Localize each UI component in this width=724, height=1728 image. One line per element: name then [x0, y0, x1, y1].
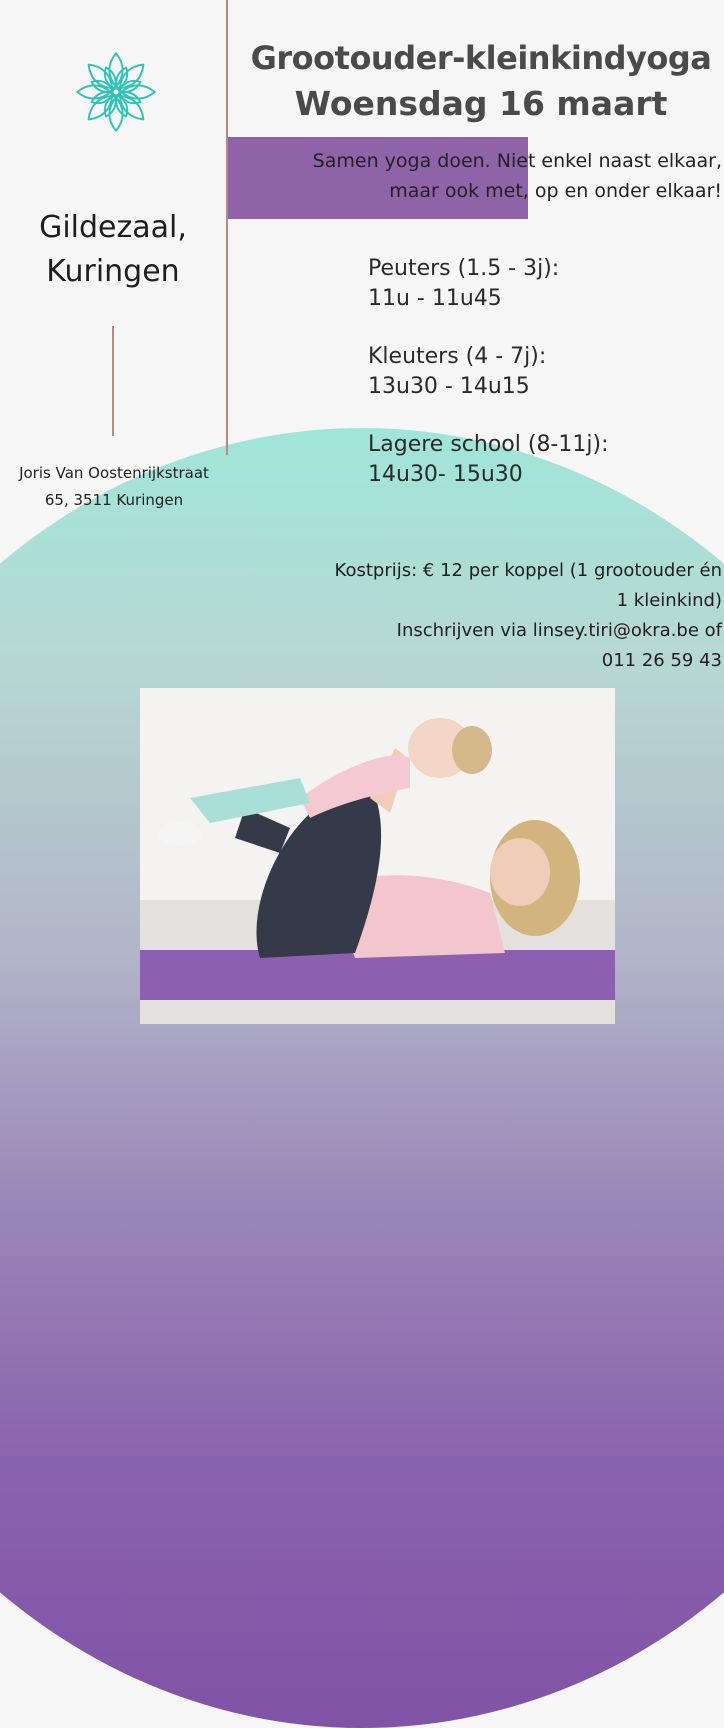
address-street: Joris Van Oostenrijkstraat	[19, 464, 209, 482]
intro-line-1: Samen yoga doen. Niet enkel naast elkaar,	[312, 150, 722, 172]
schedule-group-label: Peuters (1.5 - 3j):	[368, 256, 560, 281]
schedule-time: 13u30 - 14u15	[368, 374, 530, 399]
phone-number: 011 26 59 43	[601, 650, 722, 671]
schedule-item	[368, 254, 608, 314]
intro-line-2: maar ook met, op en onder elkaar!	[389, 180, 722, 202]
schedule-time: 11u - 11u45	[368, 286, 502, 311]
address-city: 65, 3511 Kuringen	[44, 491, 184, 509]
lotus-icon	[72, 48, 160, 136]
vertical-divider	[226, 0, 228, 455]
intro-text	[252, 146, 722, 206]
registration-line: Inschrijven via linsey.tiri@okra.be of	[396, 620, 722, 641]
price-line-1: Kostprijs: € 12 per koppel (1 grootouder én	[334, 560, 722, 581]
schedule-group-label: Kleuters (4 - 7j):	[368, 344, 547, 369]
yoga-mat	[140, 950, 615, 1000]
title-date: Woensdag 16 maart	[294, 84, 668, 123]
schedule-item	[368, 430, 608, 490]
venue-divider	[112, 326, 114, 436]
yoga-photo	[140, 688, 615, 1024]
yoga-illustration	[140, 688, 615, 1024]
schedule-item	[368, 342, 608, 402]
venue-address	[0, 460, 228, 514]
title-line-1: Grootouder-kleinkindyoga	[250, 39, 712, 77]
schedule-list	[368, 254, 608, 518]
child-shoe	[158, 822, 202, 846]
schedule-time: 14u30- 15u30	[368, 462, 523, 487]
venue-line-2: Kuringen	[46, 254, 180, 289]
price-and-registration	[242, 556, 722, 676]
venue-name	[0, 206, 226, 294]
schedule-group-label: Lagere school (8-11j):	[368, 432, 609, 457]
event-title	[238, 36, 724, 126]
woman-face	[490, 838, 550, 906]
venue-line-1: Gildezaal,	[39, 210, 187, 245]
price-line-2: 1 kleinkind)	[616, 590, 722, 611]
